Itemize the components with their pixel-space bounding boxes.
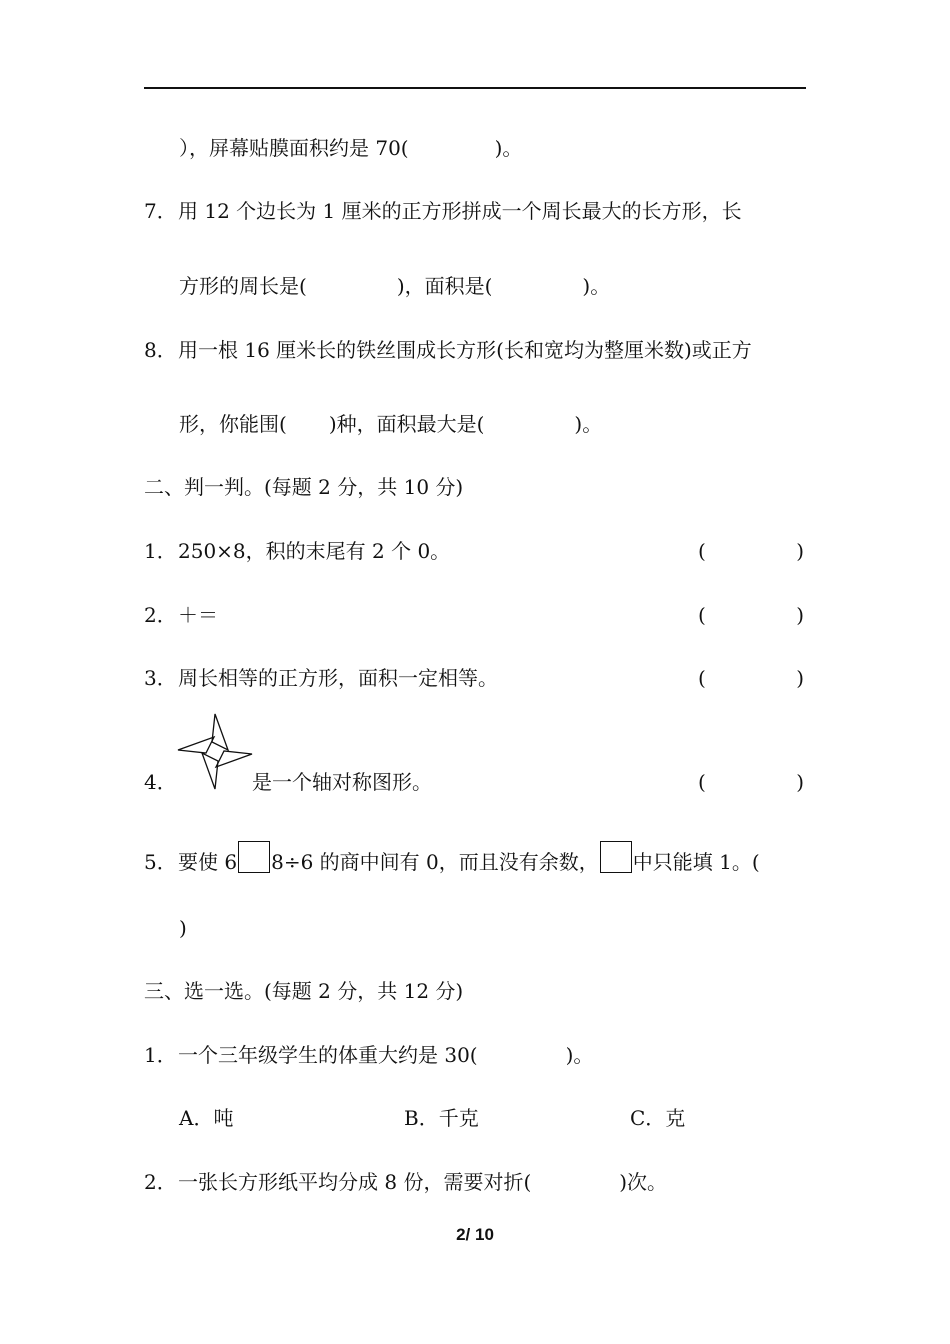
option-a[interactable]: A．吨	[179, 1106, 234, 1130]
judge-item-4: 4． 是一个轴对称图形。	[144, 770, 432, 794]
q8-line2: 形，你能围( )种，面积最大是( )。	[179, 412, 603, 436]
judge-item-3: 3．周长相等的正方形，面积一定相等。	[144, 666, 498, 690]
answer-bracket-4[interactable]: ( )	[698, 770, 804, 794]
page-number: 2/ 10	[456, 1225, 494, 1244]
judge-item-5-close: )	[179, 916, 187, 940]
q7-number: 7．	[144, 199, 177, 223]
digit-box-reference	[600, 841, 632, 873]
part2-heading: 二、判一判。(每题 2 分，共 10 分)	[144, 475, 464, 499]
answer-bracket-2[interactable]: ( )	[698, 603, 804, 627]
option-b[interactable]: B．千克	[404, 1106, 479, 1130]
option-c[interactable]: C．克	[630, 1106, 686, 1130]
continuation-line: ），屏幕贴膜面积约是 70( )。	[179, 136, 523, 160]
choice-item-2: 2．一张长方形纸平均分成 8 份，需要对折( )次。	[144, 1170, 668, 1194]
judge-item-5: 5．要使 6 8÷6 的商中间有 0，而且没有余数， 中只能填 1。(	[144, 841, 760, 875]
judge-item-1: 1．250×8，积的末尾有 2 个 0。	[144, 539, 451, 563]
judge-item-2: 2．＋＝	[144, 603, 218, 627]
choice-item-1: 1．一个三年级学生的体重大约是 30( )。	[144, 1043, 594, 1067]
q8-line1: 8．用一根 16 厘米长的铁丝围成长方形(长和宽均为整厘米数)或正方	[144, 338, 752, 362]
answer-bracket-1[interactable]: ( )	[698, 539, 804, 563]
answer-bracket-3[interactable]: ( )	[698, 666, 804, 690]
part3-heading: 三、选一选。(每题 2 分，共 12 分)	[144, 979, 464, 1003]
header-rule	[144, 87, 806, 89]
q7-line1: 7．用 12 个边长为 1 厘米的正方形拼成一个周长最大的长方形，长	[144, 199, 742, 223]
digit-box-inline[interactable]	[238, 841, 270, 873]
q7-line2: 方形的周长是( )，面积是( )。	[179, 274, 611, 298]
q8-number: 8．	[144, 338, 177, 362]
